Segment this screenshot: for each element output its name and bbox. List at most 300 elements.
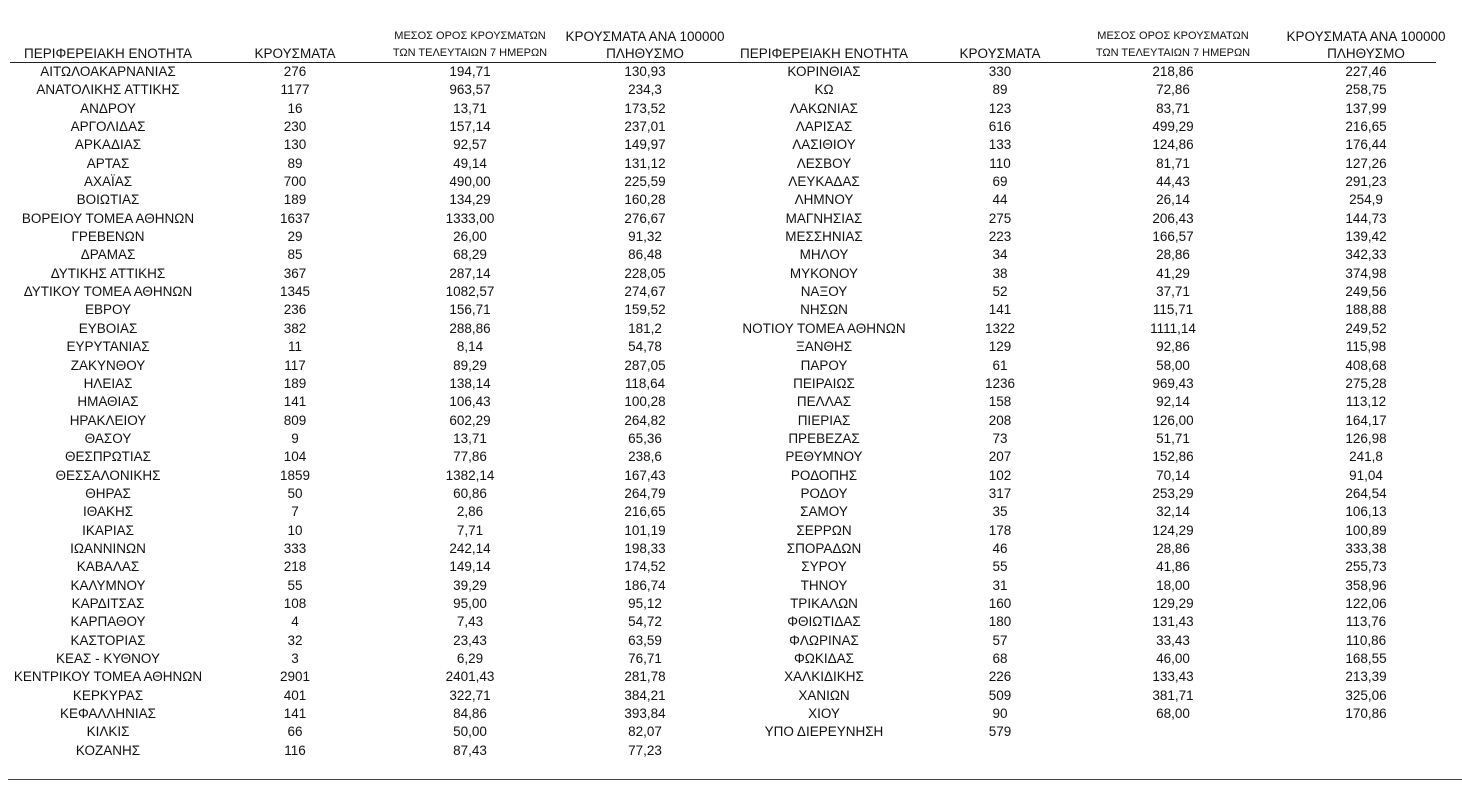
avg-7-days-cell: 83,71 xyxy=(1156,100,1190,116)
header-avg-line2: ΤΩΝ ΤΕΛΕΥΤΑΙΩΝ 7 ΗΜΕΡΩΝ xyxy=(1095,47,1251,59)
cases-cell: 230 xyxy=(283,119,307,135)
region-cell: ΘΕΣΣΑΛΟΝΙΚΗΣ xyxy=(55,467,161,483)
per-100000-cell: 122,06 xyxy=(1345,595,1387,611)
avg-7-days-cell: 41,29 xyxy=(1156,265,1190,281)
cases-cell: 130 xyxy=(283,137,307,153)
region-cell: ΘΗΡΑΣ xyxy=(85,485,131,501)
header-per-100000 xyxy=(1286,28,1446,62)
avg-7-days-cell: 124,29 xyxy=(1152,522,1194,538)
header-per-line1: ΚΡΟΥΣΜΑΤΑ ΑΝΑ 100000 xyxy=(1286,29,1446,44)
cases-cell: 32 xyxy=(287,632,303,648)
avg-7-days-cell: 7,71 xyxy=(456,522,484,538)
region-cell: ΙΚΑΡΙΑΣ xyxy=(82,522,134,538)
avg-7-days-cell: 49,14 xyxy=(453,155,487,171)
avg-7-days-cell: 1111,14 xyxy=(1150,320,1196,336)
region-cell: ΑΡΚΑΔΙΑΣ xyxy=(74,137,142,153)
cases-cell: 579 xyxy=(988,724,1012,740)
cases-cell: 123 xyxy=(988,100,1012,116)
per-100000-cell: 258,75 xyxy=(1345,82,1387,98)
per-100000-cell: 291,23 xyxy=(1345,174,1387,190)
avg-7-days-cell: 92,86 xyxy=(1156,339,1190,355)
avg-7-days-cell: 131,43 xyxy=(1152,614,1194,630)
avg-7-days-cell: 242,14 xyxy=(449,540,491,556)
region-cell: ΚΕΡΚΥΡΑΣ xyxy=(72,687,144,703)
avg-7-days-cell: 126,00 xyxy=(1152,412,1194,428)
cases-cell: 117 xyxy=(284,357,306,373)
avg-7-days-cell: 33,43 xyxy=(1156,632,1190,648)
avg-7-days-cell: 499,29 xyxy=(1152,119,1194,135)
cases-cell: 401 xyxy=(283,687,307,703)
header-region: ΠΕΡΙΦΕΡΕΙΑΚΗ ΕΝΟΤΗΤΑ xyxy=(23,46,193,61)
per-100000-cell: 167,43 xyxy=(624,467,666,483)
cases-cell: 89 xyxy=(992,82,1008,98)
avg-7-days-cell: 50,00 xyxy=(453,724,487,740)
per-100000-cell: 54,72 xyxy=(628,614,662,630)
per-100000-cell: 264,79 xyxy=(624,485,666,501)
per-100000-cell: 95,12 xyxy=(628,595,662,611)
cases-cell: 367 xyxy=(283,265,307,281)
region-cell: ΠΕΙΡΑΙΩΣ xyxy=(793,375,855,391)
region-cell: ΛΕΣΒΟΥ xyxy=(796,155,852,171)
avg-7-days-cell: 68,00 xyxy=(1156,706,1190,722)
region-cell: ΝΗΣΩΝ xyxy=(800,302,848,318)
per-100000-cell: 281,78 xyxy=(624,669,666,685)
cases-cell: 10 xyxy=(287,522,303,538)
avg-7-days-cell: 89,29 xyxy=(453,357,487,373)
region-cell: ΖΑΚΥΝΘΟΥ xyxy=(70,357,146,373)
region-cell: ΗΜΑΘΙΑΣ xyxy=(77,394,139,410)
cases-cell: 180 xyxy=(988,614,1012,630)
per-100000-cell: 384,21 xyxy=(624,687,666,703)
region-cell: ΤΗΝΟΥ xyxy=(800,577,848,593)
cases-cell: 89 xyxy=(287,155,303,171)
region-cell: ΚΑΡΠΑΘΟΥ xyxy=(70,614,146,630)
avg-7-days-cell: 77,86 xyxy=(453,449,487,465)
per-100000-cell: 159,52 xyxy=(624,302,666,318)
avg-7-days-cell: 287,14 xyxy=(449,265,491,281)
per-100000-cell: 168,55 xyxy=(1345,651,1387,666)
region-cell: ΚΑΣΤΟΡΙΑΣ xyxy=(70,632,146,648)
avg-7-days-cell: 46,00 xyxy=(1156,651,1190,666)
region-cell: ΑΡΓΟΛΙΔΑΣ xyxy=(70,119,146,135)
cases-cell: 1637 xyxy=(279,210,311,226)
cases-cell: 178 xyxy=(988,522,1012,538)
avg-7-days-cell: 7,43 xyxy=(456,614,484,630)
region-cell: ΚΑΒΑΛΑΣ xyxy=(76,559,140,575)
avg-7-days-cell: 969,43 xyxy=(1152,375,1194,391)
header-region: ΠΕΡΙΦΕΡΕΙΑΚΗ ΕΝΟΤΗΤΑ xyxy=(739,46,909,61)
region-cell: ΚΑΛΥΜΝΟΥ xyxy=(70,577,146,593)
per-100000-cell: 181,2 xyxy=(628,320,662,336)
bottom-divider xyxy=(8,779,1462,780)
cases-cell: 133 xyxy=(988,137,1012,153)
region-cell: ΔΥΤΙΚΟΥ ΤΟΜΕΑ ΑΘΗΝΩΝ xyxy=(23,284,193,300)
per-100000-cell: 118,64 xyxy=(624,375,666,391)
per-100000-cell: 91,32 xyxy=(628,229,662,245)
cases-cell: 46 xyxy=(992,540,1008,556)
avg-7-days-cell: 6,29 xyxy=(456,651,484,666)
per-100000-cell: 228,05 xyxy=(624,265,666,281)
region-cell: ΜΕΣΣΗΝΙΑΣ xyxy=(785,229,863,245)
cases-cell: 330 xyxy=(988,64,1012,79)
per-100000-cell: 275,28 xyxy=(1345,375,1387,391)
region-cell: ΚΕΝΤΡΙΚΟΥ ΤΟΜΕΑ ΑΘΗΝΩΝ xyxy=(13,669,203,685)
cases-cell: 9 xyxy=(291,430,299,446)
avg-7-days-cell: 8,14 xyxy=(456,339,484,355)
avg-7-days-cell: 51,71 xyxy=(1156,430,1190,446)
cases-cell: 104 xyxy=(283,449,307,465)
avg-7-days-cell: 81,71 xyxy=(1156,155,1190,171)
avg-7-days-cell: 253,29 xyxy=(1152,485,1194,501)
avg-7-days-cell: 92,14 xyxy=(1156,394,1190,410)
cases-cell: 141 xyxy=(283,706,307,722)
per-100000-cell: 254,9 xyxy=(1349,192,1383,208)
avg-7-days-cell: 44,43 xyxy=(1156,174,1190,190)
region-cell: ΕΥΡΥΤΑΝΙΑΣ xyxy=(66,339,150,355)
cases-cell: 90 xyxy=(992,706,1008,722)
cases-cell: 16 xyxy=(287,100,303,116)
cases-cell: 29 xyxy=(287,229,303,245)
cases-cell: 207 xyxy=(988,449,1012,465)
per-100000-cell: 287,05 xyxy=(624,357,666,373)
header-cases: ΚΡΟΥΣΜΑΤΑ xyxy=(959,46,1041,61)
per-100000-cell: 100,28 xyxy=(624,394,666,410)
region-cell: ΑΧΑΪΑΣ xyxy=(83,174,133,190)
cases-cell: 1345 xyxy=(279,284,311,300)
avg-7-days-cell: 106,43 xyxy=(449,394,491,410)
region-cell: ΚΟΡΙΝΘΙΑΣ xyxy=(787,64,861,79)
cases-cell: 276 xyxy=(283,64,307,79)
cases-cell: 38 xyxy=(992,265,1008,281)
region-cell: ΡΟΔΟΠΗΣ xyxy=(790,467,858,483)
per-100000-cell: 174,52 xyxy=(624,559,666,575)
cases-cell: 1322 xyxy=(984,320,1016,336)
avg-7-days-cell: 381,71 xyxy=(1152,687,1194,703)
per-100000-cell: 213,39 xyxy=(1345,669,1387,685)
per-100000-cell: 113,12 xyxy=(1345,394,1387,410)
region-cell: ΒΟΙΩΤΙΑΣ xyxy=(76,192,140,208)
cases-cell: 509 xyxy=(988,687,1012,703)
per-100000-cell: 249,56 xyxy=(1345,284,1387,300)
region-cell: ΚΙΛΚΙΣ xyxy=(86,724,130,740)
avg-7-days-cell: 72,86 xyxy=(1156,82,1190,98)
region-cell: ΚΕΦΑΛΛΗΝΙΑΣ xyxy=(59,706,157,722)
per-100000-cell: 160,28 xyxy=(624,192,666,208)
cases-cell: 160 xyxy=(988,595,1012,611)
per-100000-cell: 358,96 xyxy=(1345,577,1387,593)
region-cell: ΔΥΤΙΚΗΣ ΑΤΤΙΚΗΣ xyxy=(50,265,166,281)
avg-7-days-cell: 490,00 xyxy=(449,174,491,190)
cases-cell: 226 xyxy=(988,669,1012,685)
cases-cell: 68 xyxy=(992,651,1008,666)
per-100000-cell: 342,33 xyxy=(1345,247,1387,263)
region-cell: ΦΛΩΡΙΝΑΣ xyxy=(789,632,859,648)
cases-cell: 1177 xyxy=(280,82,310,98)
avg-7-days-cell: 18,00 xyxy=(1156,577,1190,593)
cases-cell: 57 xyxy=(992,632,1008,648)
cases-cell: 3 xyxy=(291,651,299,666)
avg-7-days-cell: 602,29 xyxy=(449,412,491,428)
avg-7-days-cell: 194,71 xyxy=(449,64,491,79)
cases-cell: 189 xyxy=(283,375,307,391)
cases-cell: 85 xyxy=(287,247,303,263)
region-cell: ΣΠΟΡΑΔΩΝ xyxy=(786,540,862,556)
region-cell: ΙΘΑΚΗΣ xyxy=(82,504,134,520)
per-100000-cell: 100,89 xyxy=(1345,522,1387,538)
region-cell: ΚΟΖΑΝΗΣ xyxy=(75,742,141,758)
cases-cell: 218 xyxy=(283,559,307,575)
avg-7-days-cell: 2,86 xyxy=(456,504,484,520)
avg-7-days-cell: 84,86 xyxy=(453,706,487,722)
region-cell: ΓΡΕΒΕΝΩΝ xyxy=(71,229,145,245)
per-100000-cell: 170,86 xyxy=(1345,706,1387,722)
cases-cell: 1236 xyxy=(984,375,1016,391)
per-100000-cell: 76,71 xyxy=(628,651,662,666)
avg-7-days-cell: 157,14 xyxy=(449,119,491,135)
cases-cell: 61 xyxy=(992,357,1008,373)
region-cell: ΚΩ xyxy=(814,82,834,98)
region-cell: ΜΥΚΟΝΟΥ xyxy=(789,265,859,281)
region-cell: ΠΙΕΡΙΑΣ xyxy=(797,412,851,428)
header-per-line2: ΠΛΗΘΥΣΜΟ xyxy=(1327,46,1405,61)
region-cell: ΑΡΤΑΣ xyxy=(86,155,130,171)
per-100000-cell: 198,33 xyxy=(624,540,666,556)
region-cell: ΜΗΛΟΥ xyxy=(799,247,849,263)
region-cell: ΥΠΟ ΔΙΕΡΕΥΝΗΣΗ xyxy=(764,724,884,740)
header-avg-line1: ΜΕΣΟΣ ΟΡΟΣ ΚΡΟΥΣΜΑΤΩΝ xyxy=(394,30,546,42)
region-cell: ΔΡΑΜΑΣ xyxy=(80,247,136,263)
avg-7-days-cell: 133,43 xyxy=(1152,669,1194,685)
region-cell: ΛΗΜΝΟΥ xyxy=(794,192,854,208)
cases-cell: 317 xyxy=(988,485,1012,501)
cases-cell: 2901 xyxy=(279,669,311,685)
header-divider xyxy=(10,62,1436,63)
cases-cell: 141 xyxy=(283,394,307,410)
per-100000-cell: 237,01 xyxy=(624,119,666,135)
avg-7-days-cell: 23,43 xyxy=(453,632,487,648)
header-avg-line2: ΤΩΝ ΤΕΛΕΥΤΑΙΩΝ 7 ΗΜΕΡΩΝ xyxy=(392,47,548,59)
per-100000-cell: 374,98 xyxy=(1345,265,1387,281)
avg-7-days-cell: 166,57 xyxy=(1152,229,1194,245)
avg-7-days-cell: 95,00 xyxy=(453,595,487,611)
per-100000-cell: 144,73 xyxy=(1345,210,1387,226)
per-100000-cell: 216,65 xyxy=(1345,119,1387,135)
region-cell: ΚΑΡΔΙΤΣΑΣ xyxy=(71,595,145,611)
region-cell: ΦΘΙΩΤΙΔΑΣ xyxy=(787,614,861,630)
region-cell: ΞΑΝΘΗΣ xyxy=(795,339,853,355)
region-cell: ΡΕΘΥΜΝΟΥ xyxy=(785,449,863,465)
header-per-line2: ΠΛΗΘΥΣΜΟ xyxy=(606,46,684,61)
cases-cell: 7 xyxy=(291,504,299,520)
per-100000-cell: 115,98 xyxy=(1345,339,1387,355)
avg-7-days-cell: 129,29 xyxy=(1152,595,1194,611)
per-100000-cell: 225,59 xyxy=(624,174,666,190)
per-100000-cell: 408,68 xyxy=(1345,357,1387,373)
avg-7-days-cell: 92,57 xyxy=(453,137,487,153)
per-100000-cell: 325,06 xyxy=(1345,687,1387,703)
per-100000-cell: 86,48 xyxy=(628,247,662,263)
per-100000-cell: 164,17 xyxy=(1345,412,1387,428)
cases-cell: 50 xyxy=(287,485,303,501)
per-100000-cell: 227,46 xyxy=(1345,64,1387,79)
cases-cell: 69 xyxy=(992,174,1008,190)
per-100000-cell: 216,65 xyxy=(624,504,666,520)
cases-cell: 700 xyxy=(283,174,307,190)
per-100000-cell: 255,73 xyxy=(1345,559,1387,575)
per-100000-cell: 274,67 xyxy=(624,284,666,300)
avg-7-days-cell: 206,43 xyxy=(1152,210,1194,226)
cases-cell: 11 xyxy=(287,339,302,355)
region-cell: ΑΝΑΤΟΛΙΚΗΣ ΑΤΤΙΚΗΣ xyxy=(36,82,180,98)
region-cell: ΧΑΛΚΙΔΙΚΗΣ xyxy=(784,669,864,685)
avg-7-days-cell: 322,71 xyxy=(449,687,491,703)
cases-cell: 110 xyxy=(989,155,1011,171)
region-cell: ΝΟΤΙΟΥ ΤΟΜΕΑ ΑΘΗΝΩΝ xyxy=(742,320,906,336)
per-100000-cell: 54,78 xyxy=(628,339,662,355)
per-100000-cell: 249,52 xyxy=(1345,320,1387,336)
cases-cell: 52 xyxy=(992,284,1008,300)
region-cell: ΦΩΚΙΔΑΣ xyxy=(794,651,854,666)
avg-7-days-cell: 70,14 xyxy=(1156,467,1190,483)
region-cell: ΜΑΓΝΗΣΙΑΣ xyxy=(785,210,863,226)
avg-7-days-cell: 138,14 xyxy=(449,375,491,391)
region-cell: ΠΕΛΛΑΣ xyxy=(796,394,852,410)
cases-cell: 55 xyxy=(287,577,303,593)
cases-cell: 31 xyxy=(992,577,1008,593)
region-cell: ΣΑΜΟΥ xyxy=(800,504,848,520)
per-100000-cell: 241,8 xyxy=(1349,449,1383,465)
cases-cell: 34 xyxy=(992,247,1008,263)
region-cell: ΗΛΕΙΑΣ xyxy=(83,375,133,391)
per-100000-cell: 137,99 xyxy=(1345,100,1387,116)
avg-7-days-cell: 58,00 xyxy=(1156,357,1190,373)
avg-7-days-cell: 115,71 xyxy=(1152,302,1194,318)
per-100000-cell: 333,38 xyxy=(1345,540,1387,556)
avg-7-days-cell: 13,71 xyxy=(453,100,487,116)
cases-cell: 223 xyxy=(988,229,1012,245)
avg-7-days-cell: 2401,43 xyxy=(445,669,495,685)
cases-cell: 275 xyxy=(988,210,1012,226)
per-100000-cell: 139,42 xyxy=(1345,229,1387,245)
cases-cell: 333 xyxy=(283,540,307,556)
region-cell: ΘΕΣΠΡΩΤΙΑΣ xyxy=(64,449,152,465)
region-cell: ΑΝΔΡΟΥ xyxy=(80,100,136,116)
per-100000-cell: 188,88 xyxy=(1345,302,1387,318)
avg-7-days-cell: 963,57 xyxy=(449,82,491,98)
region-cell: ΛΑΣΙΘΙΟΥ xyxy=(792,137,856,153)
per-100000-cell: 173,52 xyxy=(624,100,666,116)
cases-cell: 55 xyxy=(992,559,1008,575)
cases-cell: 158 xyxy=(988,394,1012,410)
region-cell: ΑΙΤΩΛΟΑΚΑΡΝΑΝΙΑΣ xyxy=(40,64,176,79)
per-100000-cell: 264,82 xyxy=(624,412,666,428)
per-100000-cell: 91,04 xyxy=(1349,467,1383,483)
per-100000-cell: 110,86 xyxy=(1345,632,1387,648)
avg-7-days-cell: 26,00 xyxy=(453,229,487,245)
avg-7-days-cell: 60,86 xyxy=(453,485,487,501)
avg-7-days-cell: 1082,57 xyxy=(445,284,495,300)
per-100000-cell: 65,36 xyxy=(628,430,662,446)
per-100000-cell: 77,23 xyxy=(628,742,662,758)
per-100000-cell: 63,59 xyxy=(628,632,662,648)
per-100000-cell: 149,97 xyxy=(624,137,666,153)
avg-7-days-cell: 149,14 xyxy=(449,559,491,575)
region-cell: ΗΡΑΚΛΕΙΟΥ xyxy=(69,412,147,428)
cases-cell: 616 xyxy=(988,119,1012,135)
avg-7-days-cell: 156,71 xyxy=(449,302,491,318)
region-cell: ΛΕΥΚΑΔΑΣ xyxy=(788,174,860,190)
region-cell: ΕΥΒΟΙΑΣ xyxy=(78,320,138,336)
avg-7-days-cell: 41,86 xyxy=(1156,559,1190,575)
header-avg-7-days xyxy=(375,28,565,62)
region-cell: ΚΕΑΣ - ΚΥΘΝΟΥ xyxy=(56,651,160,666)
region-cell: ΕΒΡΟΥ xyxy=(84,302,132,318)
region-cell: ΡΟΔΟΥ xyxy=(800,485,848,501)
cases-cell: 809 xyxy=(283,412,307,428)
cases-cell: 35 xyxy=(992,504,1008,520)
cases-cell: 141 xyxy=(988,302,1012,318)
cases-cell: 129 xyxy=(988,339,1012,355)
per-100000-cell: 276,67 xyxy=(624,210,666,226)
cases-cell: 66 xyxy=(287,724,303,740)
avg-7-days-cell: 1333,00 xyxy=(445,210,495,226)
cases-cell: 73 xyxy=(992,430,1008,446)
cases-cell: 382 xyxy=(283,320,307,336)
avg-7-days-cell: 288,86 xyxy=(449,320,491,336)
per-100000-cell: 126,98 xyxy=(1345,430,1387,446)
region-cell: ΧΑΝΙΩΝ xyxy=(798,687,850,703)
per-100000-cell: 82,07 xyxy=(628,724,662,740)
cases-cell: 4 xyxy=(291,614,299,630)
cases-cell: 189 xyxy=(283,192,307,208)
avg-7-days-cell: 68,29 xyxy=(453,247,487,263)
per-100000-cell: 393,84 xyxy=(624,706,666,722)
region-cell: ΛΑΚΩΝΙΑΣ xyxy=(790,100,858,116)
region-cell: ΘΑΣΟΥ xyxy=(84,430,132,446)
region-cell: ΧΙΟΥ xyxy=(808,706,840,722)
cases-cell: 44 xyxy=(992,192,1008,208)
header-avg-line1: ΜΕΣΟΣ ΟΡΟΣ ΚΡΟΥΣΜΑΤΩΝ xyxy=(1097,30,1249,42)
per-100000-cell: 113,76 xyxy=(1345,614,1387,630)
avg-7-days-cell: 1382,14 xyxy=(445,467,495,483)
region-cell: ΛΑΡΙΣΑΣ xyxy=(795,119,853,135)
per-100000-cell: 238,6 xyxy=(628,449,662,465)
avg-7-days-cell: 39,29 xyxy=(453,577,487,593)
per-100000-cell: 101,19 xyxy=(624,522,666,538)
header-per-100000 xyxy=(565,28,725,62)
per-100000-cell: 234,3 xyxy=(628,82,662,98)
cases-cell: 1859 xyxy=(279,467,311,483)
per-100000-cell: 176,44 xyxy=(1345,137,1387,153)
avg-7-days-cell: 32,14 xyxy=(1156,504,1190,520)
cases-cell: 236 xyxy=(283,302,307,318)
header-avg-7-days xyxy=(1078,28,1268,62)
header-cases: ΚΡΟΥΣΜΑΤΑ xyxy=(254,46,336,61)
avg-7-days-cell: 26,14 xyxy=(1156,192,1190,208)
region-cell: ΣΥΡΟΥ xyxy=(801,559,847,575)
avg-7-days-cell: 152,86 xyxy=(1152,449,1194,465)
region-cell: ΙΩΑΝΝΙΝΩΝ xyxy=(70,540,146,556)
region-cell: ΝΑΞΟΥ xyxy=(800,284,848,300)
header-per-line1: ΚΡΟΥΣΜΑΤΑ ΑΝΑ 100000 xyxy=(565,29,725,44)
cases-cell: 208 xyxy=(988,412,1012,428)
per-100000-cell: 130,93 xyxy=(624,64,666,79)
per-100000-cell: 131,12 xyxy=(624,155,666,171)
cases-cell: 108 xyxy=(283,595,307,611)
avg-7-days-cell: 28,86 xyxy=(1156,247,1190,263)
avg-7-days-cell: 37,71 xyxy=(1156,284,1190,300)
avg-7-days-cell: 134,29 xyxy=(449,192,491,208)
